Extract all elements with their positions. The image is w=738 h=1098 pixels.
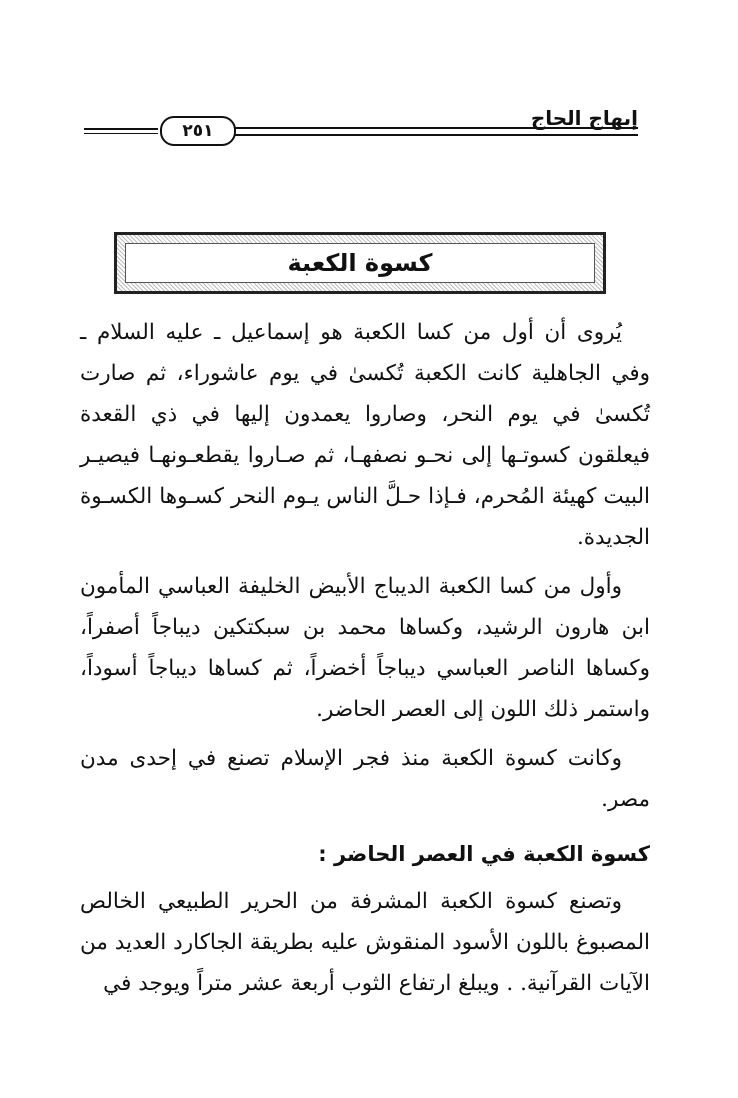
header-rule-left (84, 128, 158, 134)
paragraph-3: وكانت كسوة الكعبة منذ فجر الإسلام تصنع في إحدى مدن مصر. (80, 746, 650, 812)
page-header (84, 100, 638, 160)
header-rule-right (234, 127, 638, 136)
subheading: كسوة الكعبة في العصر الحاضر : (318, 842, 650, 866)
page-body (80, 312, 650, 1004)
paragraph-4: وتصنع كسوة الكعبة المشرفة من الحرير الطبيعي الخالص المصبوغ باللون الأسود المنقوش عليه بطريقة الجاكارد العديد من الآيات القرآنية. . ويبلغ ارتفاع الثوب أربعة عشر متراً ويوجد في (80, 889, 650, 996)
section-title: كسوة الكعبة (287, 249, 433, 277)
paragraph-1: يُروى أن أول من كسا الكعبة هو إسماعيل ـ عليه السلام ـ وفي الجاهلية كانت الكعبة تُكسىٰ في يوم عاشوراء، ثم صارت تُكسىٰ في يوم النحر، وصاروا يعمدون إليها في ذي القعدة فيعلقون كسوتـها إلى نحـو نصفهـا، ثم صـاروا يقطعـونهـا فيصيـر البيت كهيئة المُحرم، فـإذا حـلَّ الناس يـوم النحر كسـوها الكسـوة الجديدة. (80, 320, 650, 550)
book-title: إبهاج الحاج (530, 106, 638, 130)
paragraph-2: وأول من كسا الكعبة الديباج الأبيض الخليفة العباسي المأمون ابن هارون الرشيد، وكساها محمد بن سبكتكين ديباجاً أصفراً، وكساها الناصر العباسي ديباجاً أخضراً، ثم كساها ديباجاً أسوداً، واستمر ذلك اللون إلى العصر الحاضر. (80, 574, 650, 722)
page-number: ٢٥١ (160, 116, 236, 146)
section-title-inner (125, 243, 595, 283)
section-title-frame (114, 232, 606, 294)
